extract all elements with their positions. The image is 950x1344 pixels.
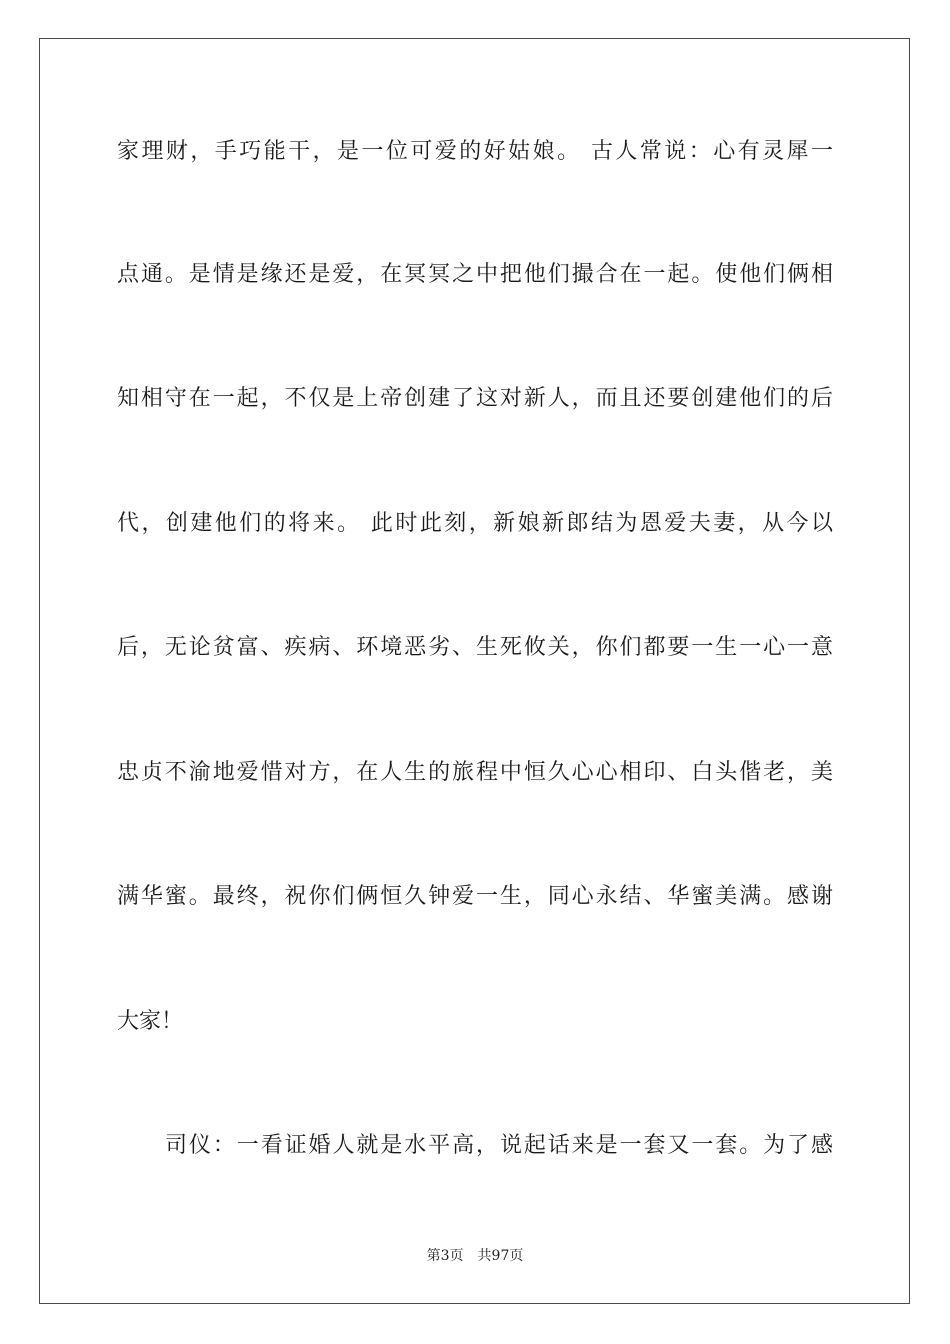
text-line: 点通。是情是缘还是爱，在冥冥之中把他们撮合在一起。使他们俩相 bbox=[117, 262, 833, 287]
total-pages: 共97页 bbox=[477, 1248, 524, 1264]
text-line: 知相守在一起，不仅是上帝创建了这对新人，而且还要创建他们的后 bbox=[117, 386, 833, 411]
page-border bbox=[39, 38, 910, 1304]
text-line: 大家！ bbox=[117, 1009, 184, 1034]
text-line: 忠贞不渝地爱惜对方，在人生的旅程中恒久心心相印、白头偕老，美 bbox=[117, 760, 833, 785]
page-footer bbox=[0, 1247, 950, 1265]
text-line: 代，创建他们的将来。 此时此刻，新娘新郎结为恩爱夫妻，从今以 bbox=[117, 511, 833, 536]
paragraph-start-line: 司仪：一看证婚人就是水平高，说起话来是一套又一套。为了感 bbox=[165, 1133, 833, 1158]
text-line: 后，无论贫富、疾病、环境恶劣、生死攸关，你们都要一生一心一意 bbox=[117, 635, 833, 660]
text-line: 满华蜜。最终，祝你们俩恒久钟爱一生，同心永结、华蜜美满。感谢 bbox=[117, 884, 833, 909]
text-line: 家理财，手巧能干，是一位可爱的好姑娘。 古人常说：心有灵犀一 bbox=[117, 139, 833, 164]
page-number: 第3页 bbox=[426, 1248, 464, 1264]
